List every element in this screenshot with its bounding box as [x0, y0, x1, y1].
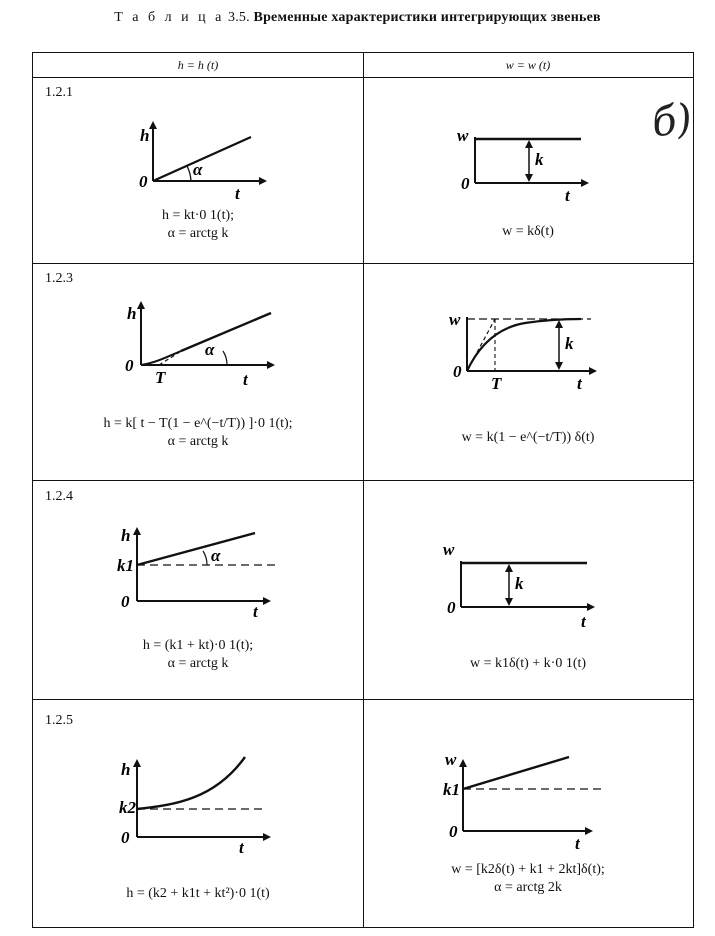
plot-1-2-4-w [439, 531, 609, 631]
formula-line: w = k(1 − e^(−t/T)) δ(t) [461, 430, 595, 445]
caption-number: 3.5. [228, 10, 250, 25]
plot-1-2-1-w [453, 115, 603, 205]
row-id-1-2-1: 1.2.1 [45, 85, 73, 100]
margin-handwritten-note: б) [648, 95, 696, 147]
column-header-h: h = h (t) [177, 58, 219, 72]
gain-label: k [535, 150, 544, 169]
t-axis-label: t [239, 838, 244, 857]
formula-line: h = (k1 + kt)·0 1(t); [142, 638, 254, 653]
w-axis-label: w [443, 540, 455, 559]
time-constant-label: T [491, 374, 502, 393]
row-divider [33, 263, 693, 264]
formula-1-2-3-h [33, 415, 363, 451]
origin-label: 0 [139, 172, 148, 191]
origin-label: 0 [121, 592, 130, 611]
t-axis-label: t [235, 184, 240, 203]
caption-text: Временные характеристики интегрирующих звеньев [253, 10, 601, 25]
h-axis-label: h [140, 126, 150, 145]
header-divider [33, 77, 693, 78]
angle-label: α [193, 160, 203, 179]
formula-line: w = k1δ(t) + k·0 1(t) [469, 656, 587, 671]
column-header-w: w = w (t) [505, 58, 551, 72]
formula-line: α = arctg k [167, 434, 229, 449]
row-id-1-2-3: 1.2.3 [45, 271, 73, 286]
plot-1-2-4-h [115, 517, 285, 621]
t-axis-label: t [243, 370, 248, 389]
formula-1-2-4-h [33, 637, 363, 673]
formula-line: α = arctg k [167, 226, 229, 241]
origin-label: 0 [461, 174, 470, 193]
w-axis-label: w [457, 126, 469, 145]
formula-1-2-1-w [363, 223, 693, 241]
column-divider [363, 53, 364, 927]
formula-1-2-4-w [363, 655, 693, 673]
formula-line: h = k[ t − T(1 − e^(−t/T)) ]·0 1(t); [103, 416, 293, 431]
origin-label: 0 [447, 598, 456, 617]
h-axis-label: h [127, 304, 137, 323]
row-id-1-2-5: 1.2.5 [45, 713, 73, 728]
plot-1-2-3-h [121, 293, 281, 393]
table-caption [0, 10, 715, 26]
t-axis-label: t [577, 374, 582, 393]
formula-1-2-3-w [363, 429, 693, 447]
w-axis-label: w [449, 310, 461, 329]
t-axis-label: t [565, 186, 570, 205]
plot-1-2-5-w [441, 741, 611, 851]
t-axis-label: t [581, 612, 586, 631]
w-axis-label: w [445, 750, 457, 769]
k1-label: k1 [443, 780, 460, 799]
k2-label: k2 [119, 798, 136, 817]
plot-1-2-1-h [131, 115, 271, 205]
formula-line: α = arctg k [167, 656, 229, 671]
origin-label: 0 [121, 828, 130, 847]
formula-line: w = [k2δ(t) + k1 + 2kt]δ(t); [451, 862, 605, 877]
formula-line: h = (k2 + k1t + kt²)·0 1(t) [126, 886, 270, 901]
row-id-1-2-4: 1.2.4 [45, 489, 73, 504]
gain-label: k [515, 574, 524, 593]
formula-line: w = kδ(t) [502, 224, 554, 239]
k1-label: k1 [117, 556, 134, 575]
formula-1-2-5-w [363, 861, 693, 897]
formula-line: α = arctg 2k [494, 880, 562, 895]
origin-label: 0 [125, 356, 134, 375]
plot-1-2-3-w [445, 299, 605, 395]
origin-label: 0 [449, 822, 458, 841]
gain-label: k [565, 334, 574, 353]
plot-1-2-5-h [115, 743, 285, 857]
t-axis-label: t [575, 834, 580, 853]
characteristics-table [32, 52, 694, 928]
t-axis-label: t [253, 602, 258, 621]
time-constant-label: T [155, 368, 166, 387]
formula-line: h = kt·0 1(t); [161, 208, 235, 223]
angle-label: α [205, 340, 215, 359]
row-divider [33, 699, 693, 700]
h-axis-label: h [121, 760, 131, 779]
formula-1-2-5-h [33, 885, 363, 903]
origin-label: 0 [453, 362, 462, 381]
row-divider [33, 480, 693, 481]
h-axis-label: h [121, 526, 131, 545]
caption-label: Т а б л и ц а [114, 10, 225, 25]
angle-label: α [211, 546, 221, 565]
formula-1-2-1-h [33, 207, 363, 243]
